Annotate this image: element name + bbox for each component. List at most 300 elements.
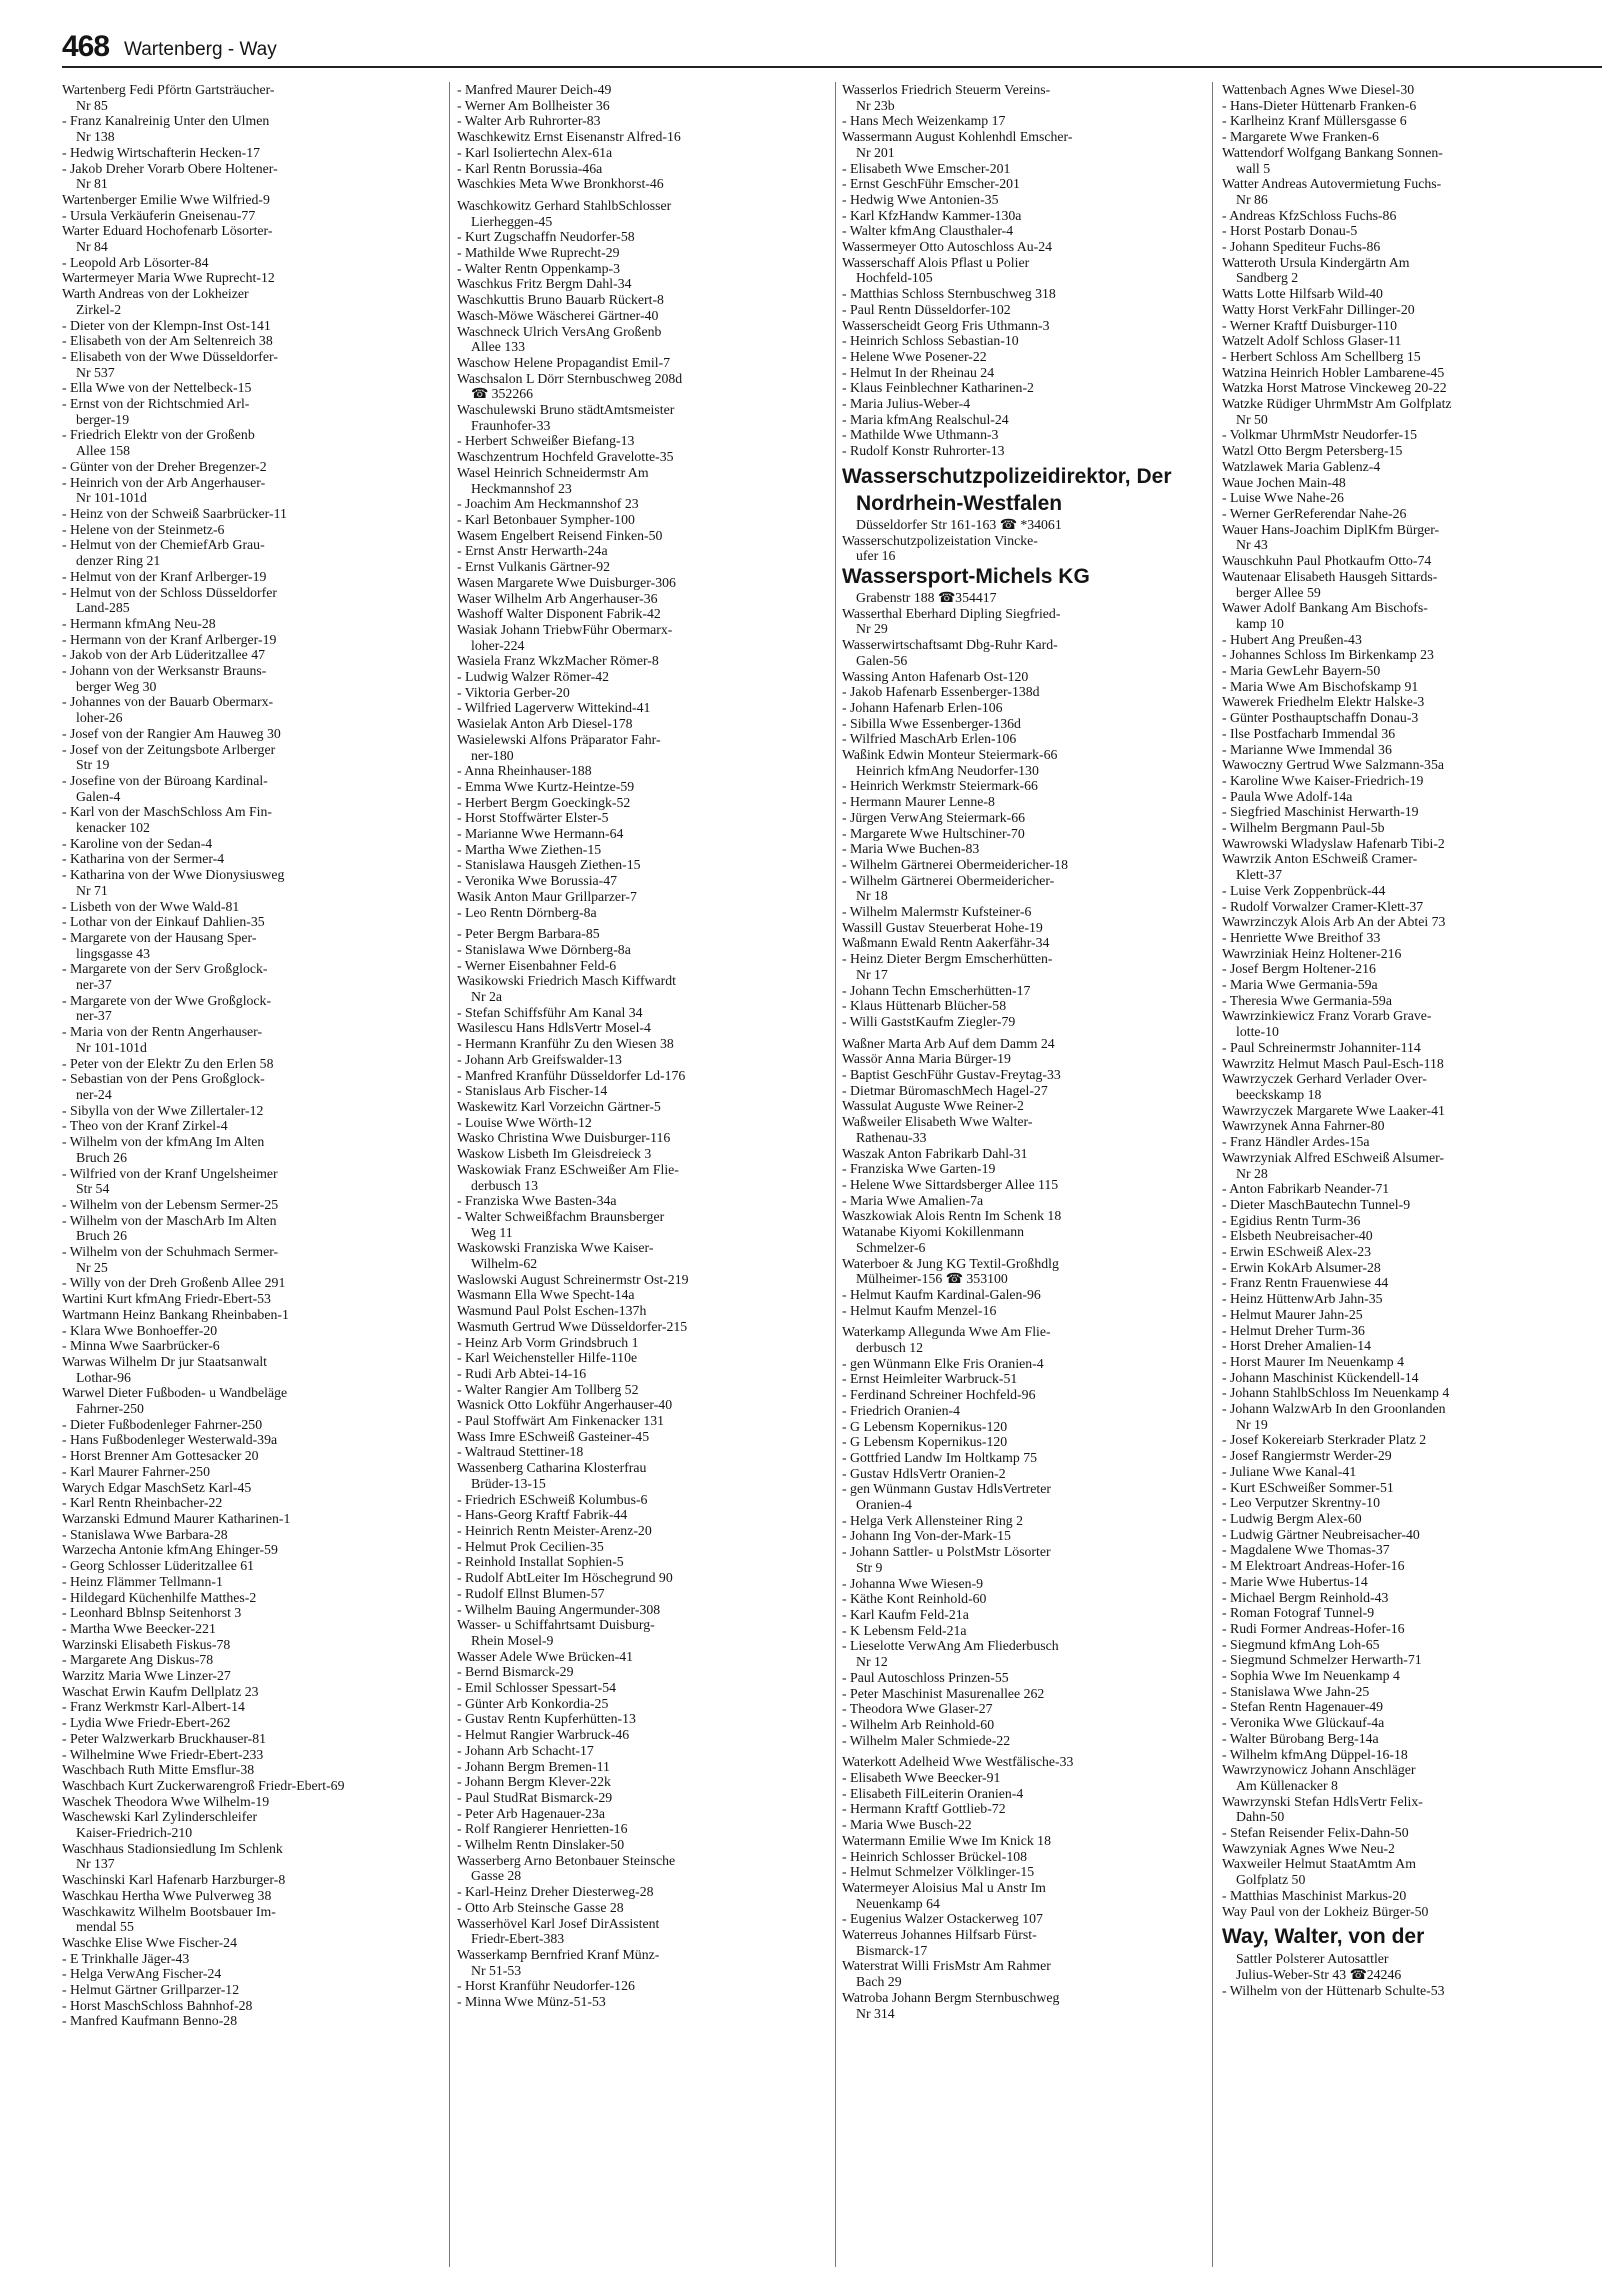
directory-entry: Wassermeyer Otto Autoschloss Au-24 xyxy=(842,239,1053,255)
directory-entry: - Johann Arb Schacht-17 xyxy=(457,1742,594,1758)
directory-entry: Waser Wilhelm Arb Angerhauser-36 xyxy=(457,590,658,606)
directory-entry: kamp 10 xyxy=(1236,615,1284,631)
bold-listing-heading: Wasserschutzpolizeidirektor, Der xyxy=(842,464,1172,488)
directory-entry: - Matthias Maschinist Markus-20 xyxy=(1222,1887,1407,1903)
directory-entry: - Jürgen VerwAng Steiermark-66 xyxy=(842,809,1026,825)
directory-entry: Nr 537 xyxy=(76,364,115,380)
directory-entry: Wasser- u Schiffahrtsamt Duisburg- xyxy=(457,1617,655,1633)
directory-entry: - Helmut von der Schloss Düsseldorfer xyxy=(62,584,277,600)
directory-entry: - Käthe Kont Reinhold-60 xyxy=(842,1591,987,1607)
directory-entry: - Siegmund Schmelzer Herwarth-71 xyxy=(1222,1652,1422,1668)
directory-entry: Waskowiak Franz ESchweißer Am Flie- xyxy=(457,1161,679,1177)
directory-entry: - Walter Schweißfachm Braunsberger xyxy=(457,1208,665,1224)
directory-entry: - Franziska Wwe Garten-19 xyxy=(842,1161,996,1177)
directory-entry: Wartini Kurt kfmAng Friedr-Ebert-53 xyxy=(62,1291,271,1307)
directory-columns xyxy=(62,82,1608,2272)
directory-entry: - gen Wünmann Elke Fris Oranien-4 xyxy=(842,1355,1044,1371)
directory-entry: - G Lebensm Kopernikus-120 xyxy=(842,1434,1008,1450)
directory-entry: - Franz Kanalreinig Unter den Ulmen xyxy=(62,113,270,129)
directory-entry: - Heinz HüttenwArb Jahn-35 xyxy=(1222,1291,1383,1307)
directory-entry: - Walter Arb Ruhrorter-83 xyxy=(457,113,601,129)
directory-entry: Nr 81 xyxy=(76,176,108,192)
directory-entry: lotte-10 xyxy=(1236,1024,1279,1040)
directory-entry: - Ernst von der Richtschmied Arl- xyxy=(62,396,250,412)
directory-entry: - Klaus Hüttenarb Blücher-58 xyxy=(842,998,1007,1014)
directory-entry: - Marianne Wwe Immendal 36 xyxy=(1222,741,1392,757)
directory-entry: - Rudolf Konstr Ruhrorter-13 xyxy=(842,443,1005,459)
directory-entry: Watanabe Kiyomi Kokillenmann xyxy=(842,1224,1025,1240)
directory-entry: - Theo von der Kranf Zirkel-4 xyxy=(62,1118,228,1134)
directory-entry: Klett-37 xyxy=(1236,867,1282,883)
directory-entry: Nr 50 xyxy=(1236,411,1268,427)
directory-entry: Wawrzyczek Gerhard Verlader Over- xyxy=(1222,1071,1427,1087)
directory-entry: - Andreas KfzSchloss Fuchs-86 xyxy=(1222,207,1397,223)
directory-entry: - Stanislawa Hausgeh Ziethen-15 xyxy=(457,857,641,873)
directory-entry: - K Lebensm Feld-21a xyxy=(842,1622,967,1638)
directory-entry: - Johann Hafenarb Erlen-106 xyxy=(842,699,1003,715)
directory-entry: - Johannes von der Bauarb Obermarx- xyxy=(62,694,274,710)
directory-entry: - Josef Rangiermstr Werder-29 xyxy=(1222,1448,1392,1464)
directory-entry: Waschbach Ruth Mitte Emsflur-38 xyxy=(62,1762,255,1778)
directory-entry: Warth Andreas von der Lokheizer xyxy=(62,286,249,302)
directory-entry: Wasko Christina Wwe Duisburger-116 xyxy=(457,1130,671,1146)
directory-entry: Waxweiler Helmut StaatAmtm Am xyxy=(1222,1856,1416,1872)
directory-entry: - Helmut von der Kranf Arlberger-19 xyxy=(62,568,267,584)
directory-entry: - Ernst GeschFühr Emscher-201 xyxy=(842,176,1020,192)
directory-entry: Warzanski Edmund Maurer Katharinen-1 xyxy=(62,1510,291,1526)
directory-entry: Fahrner-250 xyxy=(76,1401,144,1417)
directory-entry: - Ferdinand Schreiner Hochfeld-96 xyxy=(842,1387,1036,1403)
directory-entry: - Friedrich ESchweiß Kolumbus-6 xyxy=(457,1491,648,1507)
directory-entry: Waterkamp Allegunda Wwe Am Flie- xyxy=(842,1324,1051,1340)
directory-entry: - Dieter von der Klempn-Inst Ost-141 xyxy=(62,317,271,333)
directory-entry: Nr 18 xyxy=(856,888,888,904)
directory-entry: - Herbert Schloss Am Schellberg 15 xyxy=(1222,348,1421,364)
directory-entry: Waterboer & Jung KG Textil-Großhdlg xyxy=(842,1255,1059,1271)
directory-entry: - Paul Rentn Düsseldorfer-102 xyxy=(842,301,1011,317)
directory-entry: - Horst Kranführ Neudorfer-126 xyxy=(457,1978,635,1994)
directory-entry: Nr 17 xyxy=(856,966,888,982)
directory-entry: - Helmut In der Rheinau 24 xyxy=(842,364,995,380)
directory-entry: Waszak Anton Fabrikarb Dahl-31 xyxy=(842,1145,1028,1161)
directory-entry: ner-24 xyxy=(76,1087,112,1102)
directory-entry: - Willy von der Dreh Großenb Allee 291 xyxy=(62,1275,286,1291)
directory-entry: Wawoczny Gertrud Wwe Salzmann-35a xyxy=(1222,757,1444,773)
directory-entry: Waschat Erwin Kaufm Dellplatz 23 xyxy=(62,1683,259,1699)
directory-entry: Bach 29 xyxy=(856,1974,902,1990)
directory-entry: - Jakob Hafenarb Essenberger-138d xyxy=(842,684,1040,700)
directory-entry: - Wilhelm von der Hüttenarb Schulte-53 xyxy=(1222,1982,1445,1998)
directory-entry: - M Elektroart Andreas-Hofer-16 xyxy=(1222,1558,1405,1574)
directory-entry: - Marianne Wwe Hermann-64 xyxy=(457,826,624,842)
directory-entry: - Werner Am Bollheister 36 xyxy=(457,97,610,113)
directory-entry: - Helmut Schmelzer Völklinger-15 xyxy=(842,1864,1035,1880)
directory-entry: - Stefan Schiffsführ Am Kanal 34 xyxy=(457,1004,643,1020)
directory-entry: - Walter kfmAng Clausthaler-4 xyxy=(842,223,1014,239)
directory-entry: - Maria Wwe Buchen-83 xyxy=(842,841,980,857)
directory-entry: Str 9 xyxy=(856,1559,883,1575)
directory-entry: Watzl Otto Bergm Petersberg-15 xyxy=(1222,443,1403,459)
directory-entry: - Jakob von der Arb Lüderitzallee 47 xyxy=(62,647,266,663)
directory-entry: - Erwin KokArb Alsumer-28 xyxy=(1222,1259,1381,1275)
directory-entry: Wawer Adolf Bankang Am Bischofs- xyxy=(1222,600,1428,616)
directory-entry: Lierheggen-45 xyxy=(471,213,553,229)
directory-entry: - Rudi Former Andreas-Hofer-16 xyxy=(1222,1620,1405,1636)
directory-entry: Watzelt Adolf Schloss Glaser-11 xyxy=(1222,333,1402,349)
directory-entry: - Katharina von der Wwe Dionysiusweg xyxy=(62,867,285,883)
directory-entry: Allee 158 xyxy=(76,443,131,459)
directory-entry: Watermann Emilie Wwe Im Knick 18 xyxy=(842,1832,1051,1848)
directory-entry: Wasiak Johann TriebwFühr Obermarx- xyxy=(457,621,673,637)
directory-entry: lingsgasse 43 xyxy=(76,945,150,961)
directory-entry: - Kurt ESchweißer Sommer-51 xyxy=(1222,1479,1394,1495)
directory-entry: - Horst Dreher Amalien-14 xyxy=(1222,1338,1372,1354)
directory-entry: - Margarete von der Hausang Sper- xyxy=(62,929,257,945)
directory-entry: - Franz Händler Ardes-15a xyxy=(1222,1134,1370,1150)
directory-entry: - gen Wünmann Gustav HdlsVertreter xyxy=(842,1481,1051,1497)
directory-entry: - Maria GewLehr Bayern-50 xyxy=(1222,663,1381,679)
directory-entry: - Magdalene Wwe Thomas-37 xyxy=(1222,1542,1390,1558)
directory-entry: - Hans Fußbodenleger Westerwald-39a xyxy=(62,1432,278,1448)
directory-entry: - Leo Rentn Dörnberg-8a xyxy=(457,904,597,920)
directory-entry: - Johann Bergm Klever-22k xyxy=(457,1774,611,1790)
directory-entry: Nr 12 xyxy=(856,1654,888,1670)
directory-entry: - Walter Rangier Am Tollberg 52 xyxy=(457,1381,639,1397)
directory-entry: ner-37 xyxy=(76,977,112,993)
directory-entry: Warzecha Antonie kfmAng Ehinger-59 xyxy=(62,1542,278,1558)
directory-entry: - Klaus Feinblechner Katharinen-2 xyxy=(842,380,1034,396)
directory-entry: Wassulat Auguste Wwe Reiner-2 xyxy=(842,1098,1024,1114)
directory-entry: Wassör Anna Maria Bürger-19 xyxy=(842,1051,1011,1067)
directory-entry: - Rudolf Vorwalzer Cramer-Klett-37 xyxy=(1222,898,1424,914)
directory-entry: - Karl Betonbauer Sympher-100 xyxy=(457,511,635,527)
directory-entry: - Hans-Dieter Hüttenarb Franken-6 xyxy=(1222,97,1417,113)
directory-entry: - Johann StahlbSchloss Im Neuenkamp 4 xyxy=(1222,1385,1450,1401)
directory-entry: Waschkowitz Gerhard StahlbSchlosser xyxy=(457,197,672,213)
directory-entry: Golfplatz 50 xyxy=(1236,1872,1306,1888)
directory-entry: Wasem Engelbert Reisend Finken-50 xyxy=(457,527,663,543)
directory-entry: - Paula Wwe Adolf-14a xyxy=(1222,788,1353,804)
directory-entry: - Wilhelm Maler Schmiede-22 xyxy=(842,1732,1011,1748)
directory-entry: - Hildegard Küchenhilfe Matthes-2 xyxy=(62,1589,257,1605)
directory-entry: - Johann WalzwArb In den Groonlanden xyxy=(1222,1401,1446,1417)
directory-entry: Waue Jochen Main-48 xyxy=(1222,474,1346,490)
directory-entry: - Kurt Zugschaffn Neudorfer-58 xyxy=(457,229,635,245)
directory-entry: - Siegmund kfmAng Loh-65 xyxy=(1222,1636,1380,1652)
directory-entry: Wawrziniak Heinz Holtener-216 xyxy=(1222,945,1402,961)
directory-entry: - Sibylla von der Wwe Zillertaler-12 xyxy=(62,1102,264,1118)
directory-entry: berger-19 xyxy=(76,411,130,427)
directory-entry: - Elisabeth Wwe Emscher-201 xyxy=(842,160,1011,176)
directory-column-4 xyxy=(1222,82,1594,2267)
directory-entry: Nr 71 xyxy=(76,882,108,898)
directory-entry: - Volkmar UhrmMstr Neudorfer-15 xyxy=(1222,427,1418,443)
directory-entry: Waschkies Meta Wwe Bronkhorst-46 xyxy=(457,176,664,192)
directory-entry: - Hermann Kranführ Zu den Wiesen 38 xyxy=(457,1036,674,1052)
directory-entry: - Werner GerReferendar Nahe-26 xyxy=(1222,505,1407,521)
directory-entry: - Werner Kraftf Duisburger-110 xyxy=(1222,317,1397,333)
directory-entry: - Jakob Dreher Vorarb Obere Holtener- xyxy=(62,160,278,176)
directory-entry: berger Allee 59 xyxy=(1236,584,1321,600)
directory-entry: Sandberg 2 xyxy=(1236,270,1299,286)
directory-entry: Wasel Heinrich Schneidermstr Am xyxy=(457,464,649,480)
directory-entry: - Johann von der Werksanstr Brauns- xyxy=(62,663,267,679)
directory-entry: Nr 29 xyxy=(856,621,888,637)
directory-entry: - Helmut Gärtner Grillparzer-12 xyxy=(62,1982,240,1998)
directory-entry: Nr 137 xyxy=(76,1856,115,1872)
directory-entry: - Karoline Wwe Kaiser-Friedrich-19 xyxy=(1222,772,1424,788)
directory-entry: - Karoline von der Sedan-4 xyxy=(62,835,213,851)
directory-entry: Waschkuttis Bruno Bauarb Rückert-8 xyxy=(457,292,664,308)
directory-entry: - Wilhelm Rentn Dinslaker-50 xyxy=(457,1837,625,1853)
directory-entry: Waschneck Ulrich VersAng Großenb xyxy=(457,323,662,339)
directory-entry: Waterstrat Willi FrisMstr Am Rahmer xyxy=(842,1958,1051,1974)
directory-entry: Weg 11 xyxy=(471,1224,513,1240)
directory-entry: loher-224 xyxy=(471,637,525,653)
directory-entry: - Gustav Rentn Kupferhütten-13 xyxy=(457,1711,636,1727)
directory-entry: - Heinz von der Schweiß Saarbrücker-11 xyxy=(62,505,287,521)
directory-entry: - Helga VerwAng Fischer-24 xyxy=(62,1966,222,1982)
directory-entry: Waschulewski Bruno städtAmtsmeister xyxy=(457,402,675,418)
directory-entry: - Erwin ESchweiß Alex-23 xyxy=(1222,1244,1372,1260)
directory-entry: - Margarete von der Serv Großglock- xyxy=(62,961,268,977)
directory-entry: - Werner Eisenbahner Feld-6 xyxy=(457,957,617,973)
directory-entry: - Wilhelm Arb Reinhold-60 xyxy=(842,1716,995,1732)
directory-entry: Watteroth Ursula Kindergärtn Am xyxy=(1222,254,1410,270)
directory-entry: Wartermeyer Maria Wwe Ruprecht-12 xyxy=(62,270,275,286)
page-header xyxy=(62,30,1602,68)
directory-entry: Wasser Adele Wwe Brücken-41 xyxy=(457,1648,634,1664)
directory-entry: - Ernst Anstr Herwarth-24a xyxy=(457,543,608,559)
directory-entry: - E Trinkhalle Jäger-43 xyxy=(62,1950,190,1966)
directory-entry: - Lieselotte VerwAng Am Fliederbusch xyxy=(842,1638,1059,1654)
directory-entry: Wasiela Franz WkzMacher Römer-8 xyxy=(457,653,659,669)
directory-entry: Watroba Johann Bergm Sternbuschweg xyxy=(842,1989,1060,2005)
directory-entry: - Dieter Fußbodenleger Fahrner-250 xyxy=(62,1416,263,1432)
directory-entry: - Heinrich Rentn Meister-Arenz-20 xyxy=(457,1522,652,1538)
directory-entry: - Stefan Rentn Hagenauer-49 xyxy=(1222,1699,1384,1715)
directory-entry: Fraunhofer-33 xyxy=(471,417,551,433)
directory-entry: Oranien-4 xyxy=(856,1497,912,1513)
directory-entry: - Paul StudRat Bismarck-29 xyxy=(457,1789,613,1805)
directory-entry: Wawrzik Anton ESchweiß Cramer- xyxy=(1222,851,1418,867)
directory-entry: Way Paul von der Lokheiz Bürger-50 xyxy=(1222,1903,1429,1919)
directory-entry: Wasnick Otto Lokführ Angerhauser-40 xyxy=(457,1397,673,1413)
directory-entry: Nr 101-101d xyxy=(76,1039,147,1055)
directory-entry: Rathenau-33 xyxy=(856,1129,927,1145)
directory-entry: - Lydia Wwe Friedr-Ebert-262 xyxy=(62,1715,231,1731)
directory-entry: Grabenstr 188 ☎354417 xyxy=(856,589,997,605)
directory-entry: - Georg Schlosser Lüderitzallee 61 xyxy=(62,1558,255,1574)
directory-entry: Watzke Rüdiger UhrmMstr Am Golfplatz xyxy=(1222,396,1452,412)
directory-entry: Rhein Mosel-9 xyxy=(471,1632,554,1648)
directory-entry: - Franz Rentn Frauenwiese 44 xyxy=(1222,1275,1389,1291)
directory-entry: - Rudi Arb Abtei-14-16 xyxy=(457,1365,587,1381)
directory-entry: - Walter Rentn Oppenkamp-3 xyxy=(457,260,621,276)
directory-entry: - Horst Postarb Donau-5 xyxy=(1222,223,1358,239)
directory-entry: Wawrzinczyk Alois Arb An der Abtei 73 xyxy=(1222,914,1446,930)
bold-listing-heading: Way, Walter, von der xyxy=(1222,1925,1425,1949)
directory-entry: - Katharina von der Sermer-4 xyxy=(62,851,225,867)
directory-entry: - Heinrich von der Arb Angerhauser- xyxy=(62,474,266,490)
directory-entry: Wauschkuhn Paul Photkaufm Otto-74 xyxy=(1222,553,1432,569)
directory-entry: - Anna Rheinhauser-188 xyxy=(457,763,592,779)
directory-entry: - Ludwig Gärtner Neubreisacher-40 xyxy=(1222,1526,1420,1542)
directory-entry: - Horst Brenner Am Gottesacker 20 xyxy=(62,1448,259,1464)
directory-entry: Wasserwirtschaftsamt Dbg-Ruhr Kard- xyxy=(842,637,1058,653)
directory-entry: - Stefan Reisender Felix-Dahn-50 xyxy=(1222,1825,1409,1841)
directory-entry: mendal 55 xyxy=(76,1919,134,1935)
directory-entry: - Theresia Wwe Germania-59a xyxy=(1222,992,1392,1008)
directory-entry: Watzlawek Maria Gablenz-4 xyxy=(1222,458,1381,474)
directory-entry: Watzka Horst Matrose Vinckeweg 20-22 xyxy=(1222,380,1447,396)
directory-entry: - Helene von der Steinmetz-6 xyxy=(62,521,225,537)
directory-entry: Wawerek Friedhelm Elektr Halske-3 xyxy=(1222,694,1425,710)
directory-entry: - Elisabeth von der Wwe Düsseldorfer- xyxy=(62,348,278,364)
directory-entry: - Wilfried MaschArb Erlen-106 xyxy=(842,731,1017,747)
directory-entry: - Herbert Bergm Goeckingk-52 xyxy=(457,794,631,810)
directory-entry: Wawrzitz Helmut Masch Paul-Esch-118 xyxy=(1222,1055,1444,1071)
directory-entry: Waschhaus Stadionsiedlung Im Schlenk xyxy=(62,1840,283,1856)
directory-entry: - Wilhelm Gärtnerei Obermeidericher-18 xyxy=(842,856,1069,872)
directory-entry: Wattendorf Wolfgang Bankang Sonnen- xyxy=(1222,144,1443,160)
directory-entry: - Günter von der Dreher Bregenzer-2 xyxy=(62,458,267,474)
directory-entry: - Günter Posthauptschaffn Donau-3 xyxy=(1222,710,1419,726)
directory-entry: - Karl Maurer Fahrner-250 xyxy=(62,1463,210,1479)
directory-entry: berger Weg 30 xyxy=(76,678,157,694)
directory-entry: - Franziska Wwe Basten-34a xyxy=(457,1193,617,1209)
directory-entry: denzer Ring 21 xyxy=(76,553,161,569)
directory-entry: - Siegfried Maschinist Herwarth-19 xyxy=(1222,804,1419,820)
directory-entry: Wassenberg Catharina Klosterfrau xyxy=(457,1460,647,1476)
directory-entry: Wasserschaff Alois Pflast u Polier xyxy=(842,254,1030,270)
directory-entry: - Wilhelm von der MaschArb Im Alten xyxy=(62,1212,277,1228)
directory-entry: - Stanislawa Wwe Dörnberg-8a xyxy=(457,941,631,957)
directory-entry: - Luise Wwe Nahe-26 xyxy=(1222,490,1344,506)
directory-entry: Wasmann Ella Wwe Specht-14a xyxy=(457,1287,635,1303)
directory-entry: Dahn-50 xyxy=(1236,1809,1285,1825)
directory-entry: - Karl Rentn Borussia-46a xyxy=(457,160,603,176)
directory-entry: Friedr-Ebert-383 xyxy=(471,1931,565,1947)
directory-entry: - Ernst Vulkanis Gärtner-92 xyxy=(457,559,611,575)
directory-entry: Str 54 xyxy=(76,1181,110,1197)
directory-entry: - Leonhard Bblnsp Seitenhorst 3 xyxy=(62,1605,242,1621)
directory-entry: - Maria Julius-Weber-4 xyxy=(842,396,971,412)
directory-entry: Wawrowski Wladyslaw Hafenarb Tibi-2 xyxy=(1222,835,1445,851)
directory-entry: Warych Edgar MaschSetz Karl-45 xyxy=(62,1479,252,1495)
directory-entry: ner-180 xyxy=(471,747,514,763)
directory-entry: Waskowski Franziska Wwe Kaiser- xyxy=(457,1240,654,1256)
directory-column-2 xyxy=(457,82,829,2267)
directory-entry: Wasserhövel Karl Josef DirAssistent xyxy=(457,1915,660,1931)
directory-entry: Nr 51-53 xyxy=(471,1962,522,1978)
directory-entry: Wassing Anton Hafenarb Ost-120 xyxy=(842,668,1029,684)
directory-entry: Wattenbach Agnes Wwe Diesel-30 xyxy=(1222,82,1415,97)
directory-entry: Waschzentrum Hochfeld Gravelotte-35 xyxy=(457,449,674,465)
directory-entry: - Bernd Bismarck-29 xyxy=(457,1664,574,1680)
directory-entry: - Wilhelmine Wwe Friedr-Ebert-233 xyxy=(62,1746,264,1762)
directory-entry: Waschow Helene Propagandist Emil-7 xyxy=(457,354,671,370)
directory-entry: Julius-Weber-Str 43 ☎24246 xyxy=(1236,1966,1402,1982)
directory-entry: Waschkau Hertha Wwe Pulverweg 38 xyxy=(62,1887,272,1903)
directory-entry: - Theodora Wwe Glaser-27 xyxy=(842,1701,993,1717)
directory-entry: Wasen Margarete Wwe Duisburger-306 xyxy=(457,574,676,590)
directory-entry: Wasielewski Alfons Präparator Fahr- xyxy=(457,731,661,747)
directory-entry: - Karl KfzHandw Kammer-130a xyxy=(842,207,1022,223)
directory-entry: Nr 84 xyxy=(76,239,108,255)
directory-entry: Warter Eduard Hochofenarb Lösorter- xyxy=(62,223,273,239)
page-range-heading: Wartenberg - Way xyxy=(124,39,277,60)
directory-entry: - Manfred Maurer Deich-49 xyxy=(457,82,612,97)
directory-entry: - Helmut Kaufm Menzel-16 xyxy=(842,1302,997,1318)
directory-entry: - Veronika Wwe Borussia-47 xyxy=(457,873,618,889)
directory-entry: - Horst MaschSchloss Bahnhof-28 xyxy=(62,1997,253,2013)
directory-entry: - Emil Schlosser Spessart-54 xyxy=(457,1680,617,1696)
directory-entry: - Matthias Schloss Sternbuschweg 318 xyxy=(842,286,1056,302)
directory-entry: - Elisabeth Wwe Beecker-91 xyxy=(842,1770,1001,1786)
directory-entry: - Karl Isoliertechn Alex-61a xyxy=(457,144,613,160)
directory-entry: Wasserberg Arno Betonbauer Steinsche xyxy=(457,1852,676,1868)
directory-entry: Waßner Marta Arb Auf dem Damm 24 xyxy=(842,1035,1055,1051)
directory-entry: - Hermann kfmAng Neu-28 xyxy=(62,615,216,631)
directory-entry: - Minna Wwe Münz-51-53 xyxy=(457,1994,606,2010)
directory-entry: - Baptist GeschFühr Gustav-Freytag-33 xyxy=(842,1067,1061,1083)
directory-entry: - Paul Stoffwärt Am Finkenacker 131 xyxy=(457,1413,665,1429)
directory-entry: - Margarete Wwe Franken-6 xyxy=(1222,129,1379,145)
directory-entry: - Henriette Wwe Breithof 33 xyxy=(1222,929,1381,945)
directory-entry: Galen-56 xyxy=(856,652,908,668)
directory-entry: Nr 86 xyxy=(1236,191,1268,207)
directory-entry: - Wilhelm Malermstr Kufsteiner-6 xyxy=(842,904,1032,920)
directory-entry: - Luise Verk Zoppenbrück-44 xyxy=(1222,882,1386,898)
directory-entry: - Heinz Arb Vorm Grindsbruch 1 xyxy=(457,1334,639,1350)
directory-entry: - Peter Walzwerkarb Bruckhauser-81 xyxy=(62,1730,267,1746)
directory-entry: Land-285 xyxy=(76,600,130,616)
directory-entry: Nr 85 xyxy=(76,97,108,113)
directory-entry: - Dietmar BüromaschMech Hagel-27 xyxy=(842,1082,1048,1098)
directory-entry: Schmelzer-6 xyxy=(856,1239,926,1255)
directory-entry: - Michael Bergm Reinhold-43 xyxy=(1222,1589,1389,1605)
directory-entry: derbusch 13 xyxy=(471,1177,539,1193)
directory-entry: Waschkus Fritz Bergm Dahl-34 xyxy=(457,276,632,292)
directory-entry: - Ella Wwe von der Nettelbeck-15 xyxy=(62,380,252,396)
directory-entry: ufer 16 xyxy=(856,548,896,564)
directory-entry: - Heinrich Werkmstr Steiermark-66 xyxy=(842,778,1038,794)
page-number: 468 xyxy=(62,30,110,63)
directory-entry: - Hedwig Wirtschafterin Hecken-17 xyxy=(62,144,261,160)
directory-entry: - Horst Maurer Im Neuenkamp 4 xyxy=(1222,1353,1404,1369)
directory-entry: ☎ 352266 xyxy=(471,386,534,402)
directory-entry: - Hermann Kraftf Gottlieb-72 xyxy=(842,1801,1006,1817)
directory-entry: - Hermann Maurer Lenne-8 xyxy=(842,794,995,810)
directory-entry: - Lisbeth von der Wwe Wald-81 xyxy=(62,898,240,914)
directory-entry: Watter Andreas Autovermietung Fuchs- xyxy=(1222,176,1442,192)
directory-entry: - Wilhelm Bergmann Paul-5b xyxy=(1222,820,1385,836)
directory-entry: - Helmut Kaufm Kardinal-Galen-96 xyxy=(842,1286,1041,1302)
directory-entry: - Rolf Rangierer Henrietten-16 xyxy=(457,1821,628,1837)
directory-entry: - Veronika Wwe Glückauf-4a xyxy=(1222,1715,1385,1731)
directory-entry: loher-26 xyxy=(76,710,123,726)
directory-entry: - Heinz Flämmer Tellmann-1 xyxy=(62,1573,223,1589)
directory-entry: - Dieter MaschBautechn Tunnel-9 xyxy=(1222,1196,1411,1212)
directory-entry: Wilhelm-62 xyxy=(471,1256,538,1272)
directory-entry: Nr 101-101d xyxy=(76,490,147,506)
directory-entry: - Lothar von der Einkauf Dahlien-35 xyxy=(62,914,265,930)
directory-entry: - Karlheinz Kranf Müllersgasse 6 xyxy=(1222,113,1407,129)
directory-entry: - Hubert Ang Preußen-43 xyxy=(1222,631,1362,647)
directory-entry: - Reinhold Installat Sophien-5 xyxy=(457,1554,624,1570)
directory-entry: Nr 43 xyxy=(1236,537,1268,553)
